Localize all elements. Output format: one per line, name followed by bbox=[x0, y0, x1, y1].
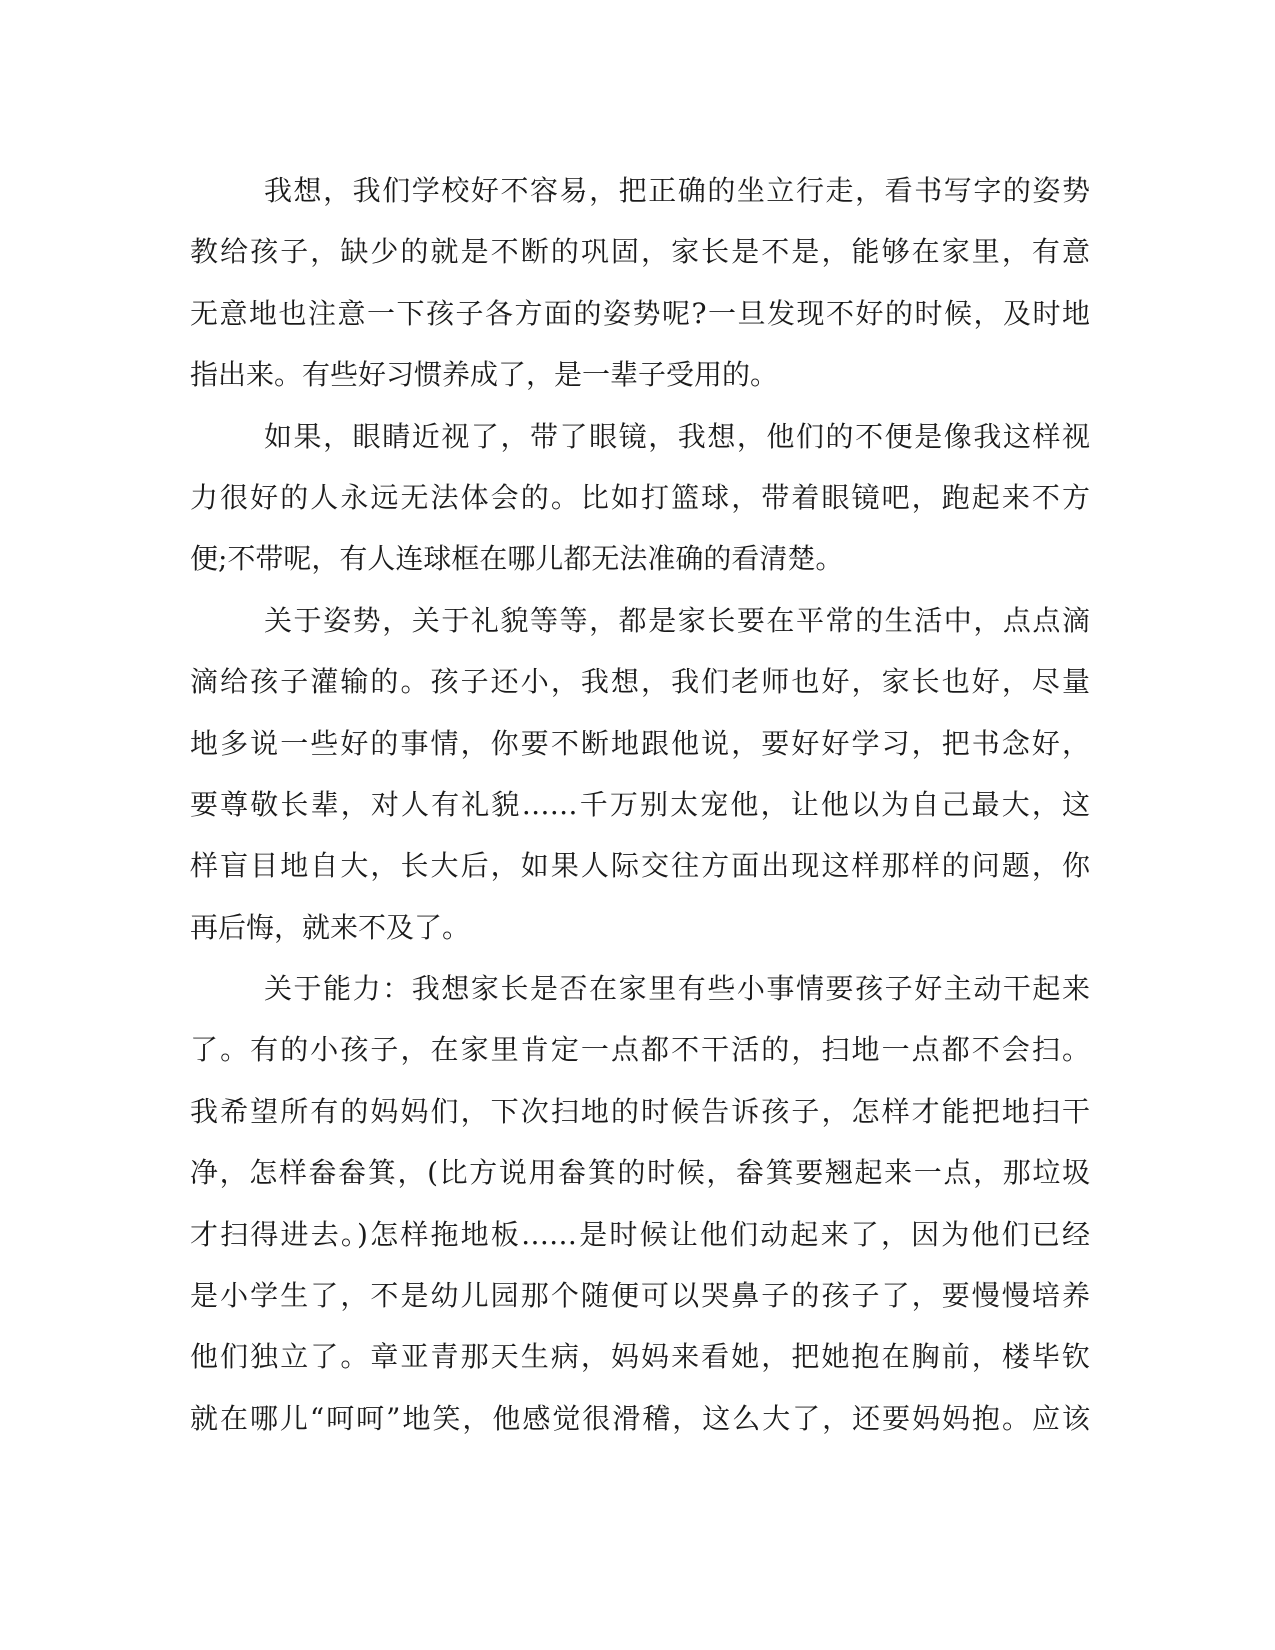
text-line: 无意地也注意一下孩子各方面的姿势呢?一旦发现不好的时候，及时地 bbox=[190, 296, 1090, 330]
text-line: 关于姿势，关于礼貌等等，都是家长要在平常的生活中，点点滴 bbox=[264, 603, 1090, 637]
text-line: 指出来。有些好习惯养成了，是一辈子受用的。 bbox=[190, 358, 779, 392]
text-line: 样盲目地自大，长大后，如果人际交往方面出现这样那样的问题，你 bbox=[190, 849, 1090, 883]
text-line: 如果，眼睛近视了，带了眼镜，我想，他们的不便是像我这样视 bbox=[264, 419, 1090, 453]
text-line: 我想，我们学校好不容易，把正确的坐立行走，看书写字的姿势 bbox=[264, 174, 1090, 207]
text-line: 了。有的小孩子，在家里肯定一点都不干活的，扫地一点都不会扫。 bbox=[190, 1033, 1090, 1067]
text-line: 地多说一些好的事情，你要不断地跟他说，要好好学习，把书念好， bbox=[190, 726, 1090, 760]
paragraph-manners bbox=[190, 590, 1090, 958]
text-line: 要尊敬长辈，对人有礼貌……千万别太宠他，让他以为自己最大，这 bbox=[190, 787, 1090, 821]
text-line: 净，怎样畚畚箕，(比方说用畚箕的时候，畚箕要翘起来一点，那垃圾 bbox=[190, 1156, 1090, 1190]
text-line: 再后悔，就来不及了。 bbox=[190, 910, 471, 944]
text-line: 关于能力：我想家长是否在家里有些小事情要孩子好主动干起来 bbox=[264, 972, 1090, 1006]
text-line: 力很好的人永远无法体会的。比如打篮球，带着眼镜吧，跑起来不方 bbox=[190, 480, 1090, 514]
document-body bbox=[190, 160, 1090, 1449]
text-line: 他们独立了。章亚青那天生病，妈妈来看她，把她抱在胸前，楼毕钦 bbox=[190, 1340, 1090, 1374]
text-line: 滴给孩子灌输的。孩子还小，我想，我们老师也好，家长也好，尽量 bbox=[190, 665, 1090, 699]
text-line: 是小学生了，不是幼儿园那个随便可以哭鼻子的孩子了，要慢慢培养 bbox=[190, 1279, 1090, 1313]
text-line: 我希望所有的妈妈们，下次扫地的时候告诉孩子，怎样才能把地扫干 bbox=[190, 1094, 1090, 1128]
text-line: 教给孩子，缺少的就是不断的巩固，家长是不是，能够在家里，有意 bbox=[190, 235, 1090, 269]
paragraph-posture-habits bbox=[190, 160, 1090, 406]
paragraph-nearsightedness bbox=[190, 406, 1090, 590]
text-line: 便;不带呢，有人连球框在哪儿都无法准确的看清楚。 bbox=[190, 542, 844, 576]
text-line: 才扫得进去。)怎样拖地板……是时候让他们动起来了，因为他们已经 bbox=[190, 1217, 1090, 1251]
paragraph-abilities bbox=[190, 958, 1090, 1449]
text-line: 就在哪儿“呵呵”地笑，他感觉很滑稽，这么大了，还要妈妈抱。应该 bbox=[190, 1401, 1090, 1435]
